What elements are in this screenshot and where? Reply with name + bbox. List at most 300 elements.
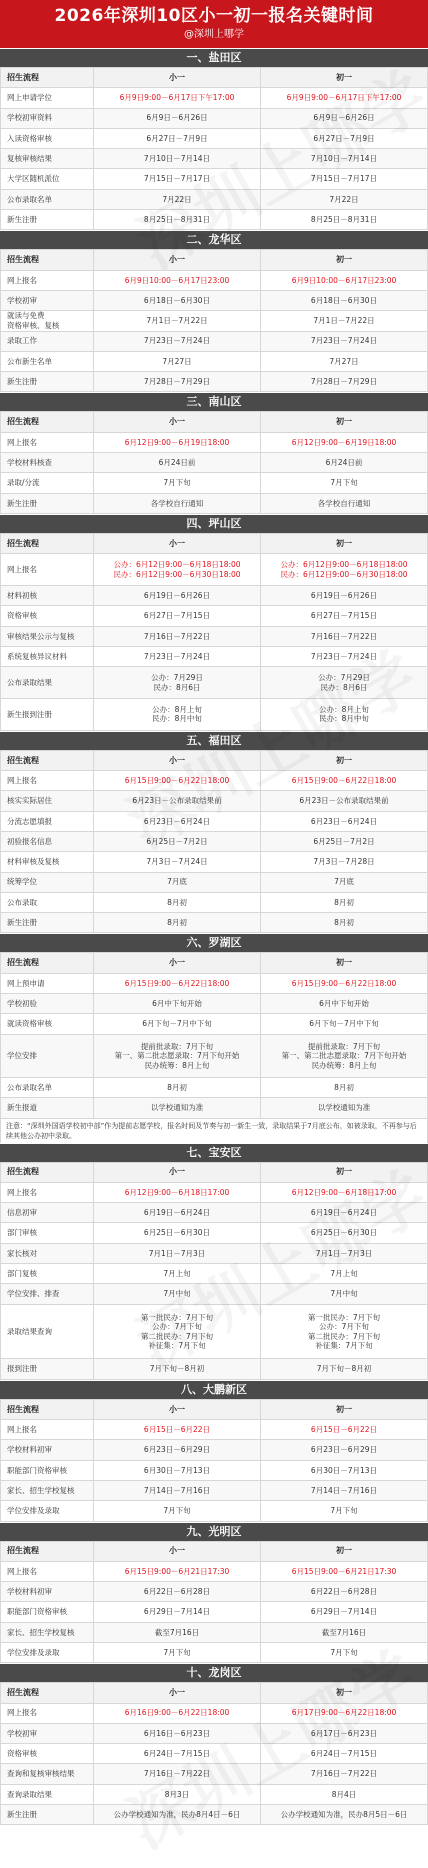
table-row <box>1 1284 428 1304</box>
step-label: 新生注册 <box>1 372 94 392</box>
district-note: 注意：“深圳外国语学校初中部”作为提前志愿学校，报名时间及节奏与初一新生一致，录取结果于7月底公布，如被录取，不再参与后续其他公办初中录取。 <box>0 1119 428 1143</box>
column-header-process: 招生流程 <box>1 68 94 88</box>
chuyi-date: 7月23日－7月24日 <box>261 331 428 351</box>
table-row <box>1 973 428 993</box>
table-row <box>1 1723 428 1743</box>
table-row <box>1 1744 428 1764</box>
district-title: 五、福田区 <box>0 731 428 750</box>
chuyi-date: 公办学校通知为准，民办8月5日－6日 <box>261 1805 428 1825</box>
xiaoyi-date: 7月14日－7月16日 <box>94 1480 261 1500</box>
table-row <box>1 852 428 872</box>
table-row <box>1 1243 428 1263</box>
district-title: 六、罗湖区 <box>0 933 428 952</box>
step-label: 网上预申请 <box>1 973 94 993</box>
table-row <box>1 270 428 290</box>
schedule-table <box>0 952 428 1118</box>
xiaoyi-date: 7月1日－7月22日 <box>94 311 261 331</box>
xiaoyi-date: 6月24日－7月15日 <box>94 1744 261 1764</box>
step-label: 网上报名 <box>1 554 94 586</box>
table-row <box>1 554 428 586</box>
column-header-chuyi: 初一 <box>261 412 428 432</box>
chuyi-date: 6月25日－6月30日 <box>261 1223 428 1243</box>
chuyi-date: 6月30日－7月13日 <box>261 1460 428 1480</box>
district-schedule-tables <box>0 48 428 1825</box>
district-section <box>0 933 428 1142</box>
xiaoyi-date: 6月9日－6月26日 <box>94 108 261 128</box>
schedule-table <box>0 67 428 230</box>
step-label: 家长、招生学校复核 <box>1 1622 94 1642</box>
table-row <box>1 1784 428 1804</box>
xiaoyi-date: 6月23日－6月29日 <box>94 1440 261 1460</box>
table-header-row <box>1 1683 428 1703</box>
xiaoyi-date: 7月16日－7月22日 <box>94 1764 261 1784</box>
step-label: 公布新生名单 <box>1 351 94 371</box>
chuyi-date: 7月22日 <box>261 189 428 209</box>
step-label: 新生注册 <box>1 913 94 933</box>
chuyi-date: 7月中旬 <box>261 1284 428 1304</box>
table-row <box>1 1077 428 1097</box>
xiaoyi-date: 提前批录取：7月下旬 第一、第二批志愿录取：7月下旬开始 民办统筹：8月上旬 <box>94 1034 261 1077</box>
chuyi-date: 7月16日－7月22日 <box>261 626 428 646</box>
xiaoyi-date: 7月27日 <box>94 351 261 371</box>
xiaoyi-date: 6月15日9:00－6月22日18:00 <box>94 771 261 791</box>
table-row <box>1 1460 428 1480</box>
step-label: 学校材料核查 <box>1 453 94 473</box>
page-subtitle: @深圳上哪学 <box>184 29 244 40</box>
xiaoyi-date: 6月12日9:00－6月18日17:00 <box>94 1182 261 1202</box>
district-section <box>0 1143 428 1380</box>
chuyi-date: 8月25日－8月31日 <box>261 210 428 230</box>
step-label: 网上报名 <box>1 432 94 452</box>
xiaoyi-date: 6月15日－6月22日 <box>94 1420 261 1440</box>
column-header-process: 招生流程 <box>1 250 94 270</box>
step-label: 部门复核 <box>1 1264 94 1284</box>
district-title: 四、坪山区 <box>0 514 428 533</box>
xiaoyi-date: 公办：6月12日9:00－6月18日18:00 民办：6月12日9:00－6月30日18:00 <box>94 554 261 586</box>
xiaoyi-date: 8月初 <box>94 1077 261 1097</box>
table-row <box>1 1582 428 1602</box>
chuyi-date: 6月12日9:00－6月18日17:00 <box>261 1182 428 1202</box>
table-row <box>1 667 428 699</box>
chuyi-date: 7月10日－7月14日 <box>261 149 428 169</box>
step-label: 查询录取结果 <box>1 1784 94 1804</box>
schedule-table <box>0 411 428 513</box>
column-header-process: 招生流程 <box>1 1541 94 1561</box>
table-row <box>1 892 428 912</box>
chuyi-date: 6月27日－7月15日 <box>261 606 428 626</box>
chuyi-date: 7月3日－7月28日 <box>261 852 428 872</box>
chuyi-date: 6月23日－6月24日 <box>261 811 428 831</box>
table-row <box>1 290 428 310</box>
xiaoyi-date: 7月底 <box>94 872 261 892</box>
xiaoyi-date: 以学校通知为准 <box>94 1098 261 1118</box>
step-label: 学校材料初审 <box>1 1582 94 1602</box>
chuyi-date: 7月15日－7月17日 <box>261 169 428 189</box>
step-label: 网上报名 <box>1 270 94 290</box>
column-header-chuyi: 初一 <box>261 533 428 553</box>
xiaoyi-date: 6月18日－6月30日 <box>94 290 261 310</box>
step-label: 初验报名信息 <box>1 832 94 852</box>
chuyi-date: 6月25日－7月2日 <box>261 832 428 852</box>
chuyi-date: 6月24日－7月15日 <box>261 1744 428 1764</box>
table-row <box>1 1602 428 1622</box>
xiaoyi-date: 公办学校通知为准，民办8月4日－6日 <box>94 1805 261 1825</box>
step-label: 查询和复核审核结果 <box>1 1764 94 1784</box>
step-label: 分流志愿填报 <box>1 811 94 831</box>
column-header-xiaoyi: 小一 <box>94 1683 261 1703</box>
table-row <box>1 1359 428 1379</box>
table-row <box>1 1561 428 1581</box>
table-header-row <box>1 533 428 553</box>
chuyi-date: 6月12日9:00－6月19日18:00 <box>261 432 428 452</box>
xiaoyi-date: 8月25日－8月31日 <box>94 210 261 230</box>
step-label: 新生报到注册 <box>1 699 94 731</box>
table-row <box>1 1480 428 1500</box>
table-row <box>1 108 428 128</box>
xiaoyi-date: 6月9日10:00－6月17日23:00 <box>94 270 261 290</box>
xiaoyi-date: 6月24日前 <box>94 453 261 473</box>
xiaoyi-date: 7月16日－7月22日 <box>94 626 261 646</box>
step-label: 部门审核 <box>1 1223 94 1243</box>
table-row <box>1 473 428 493</box>
table-row <box>1 811 428 831</box>
xiaoyi-date: 8月初 <box>94 892 261 912</box>
chuyi-date: 6月9日9:00－6月17日下午17:00 <box>261 88 428 108</box>
table-row <box>1 1014 428 1034</box>
chuyi-date: 6月19日－6月26日 <box>261 586 428 606</box>
xiaoyi-date: 7月下旬－8月初 <box>94 1359 261 1379</box>
step-label: 复核审核结果 <box>1 149 94 169</box>
district-section <box>0 392 428 513</box>
step-label: 网上报名 <box>1 1420 94 1440</box>
table-row <box>1 1703 428 1723</box>
chuyi-date: 第一批民办：7月下旬 公办：7月下旬 第二批民办：7月下旬 补征集：7月下旬 <box>261 1304 428 1359</box>
step-label: 大学区随机派位 <box>1 169 94 189</box>
column-header-xiaoyi: 小一 <box>94 1541 261 1561</box>
district-section <box>0 48 428 230</box>
xiaoyi-date: 公办：7月29日 民办：8月6日 <box>94 667 261 699</box>
chuyi-date: 提前批录取：7月下旬 第一、第二批志愿录取：7月下旬开始 民办统筹：8月上旬 <box>261 1034 428 1077</box>
xiaoyi-date: 6月15日9:00－6月21日17:30 <box>94 1561 261 1581</box>
table-row <box>1 1182 428 1202</box>
schedule-table <box>0 1682 428 1825</box>
table-row <box>1 88 428 108</box>
xiaoyi-date: 7月上旬 <box>94 1264 261 1284</box>
step-label: 就读与免费 资格审核、复核 <box>1 311 94 331</box>
column-header-chuyi: 初一 <box>261 68 428 88</box>
chuyi-date: 6月29日－7月14日 <box>261 1602 428 1622</box>
step-label: 网上报名 <box>1 1703 94 1723</box>
chuyi-date: 7月下旬－8月初 <box>261 1359 428 1379</box>
table-row <box>1 149 428 169</box>
chuyi-date: 7月下旬 <box>261 1501 428 1521</box>
step-label: 材料初核 <box>1 586 94 606</box>
xiaoyi-date: 6月22日－6月28日 <box>94 1582 261 1602</box>
column-header-xiaoyi: 小一 <box>94 68 261 88</box>
xiaoyi-date: 6月30日－7月13日 <box>94 1460 261 1480</box>
table-row <box>1 351 428 371</box>
xiaoyi-date: 6月16日－6月23日 <box>94 1723 261 1743</box>
column-header-chuyi: 初一 <box>261 1399 428 1419</box>
step-label: 学校初审资料 <box>1 108 94 128</box>
xiaoyi-date: 截至7月16日 <box>94 1622 261 1642</box>
schedule-table <box>0 249 428 392</box>
step-label: 录取结果查询 <box>1 1304 94 1359</box>
xiaoyi-date: 7月28日－7月29日 <box>94 372 261 392</box>
table-row <box>1 832 428 852</box>
step-label: 家长核对 <box>1 1243 94 1263</box>
table-header-row <box>1 250 428 270</box>
xiaoyi-date: 7月中旬 <box>94 1284 261 1304</box>
column-header-xiaoyi: 小一 <box>94 750 261 770</box>
table-header-row <box>1 1399 428 1419</box>
step-label: 公布录取名单 <box>1 1077 94 1097</box>
district-title: 八、大鹏新区 <box>0 1380 428 1399</box>
xiaoyi-date: 6月23日－6月24日 <box>94 811 261 831</box>
step-label: 录取工作 <box>1 331 94 351</box>
schedule-table <box>0 1541 428 1664</box>
table-row <box>1 646 428 666</box>
step-label: 系统复核异议材料 <box>1 646 94 666</box>
step-label: 公布录取 <box>1 892 94 912</box>
table-row <box>1 994 428 1014</box>
step-label: 网上报名 <box>1 1182 94 1202</box>
column-header-chuyi: 初一 <box>261 1162 428 1182</box>
chuyi-date: 公办：6月12日9:00－6月18日18:00 民办：6月12日9:00－6月30日18:00 <box>261 554 428 586</box>
step-label: 信息初审 <box>1 1203 94 1223</box>
xiaoyi-date: 7月23日－7月24日 <box>94 646 261 666</box>
table-row <box>1 210 428 230</box>
district-title: 二、龙华区 <box>0 230 428 249</box>
table-row <box>1 1420 428 1440</box>
chuyi-date: 6月中下旬开始 <box>261 994 428 1014</box>
table-row <box>1 493 428 513</box>
table-header-row <box>1 68 428 88</box>
table-row <box>1 626 428 646</box>
table-row <box>1 913 428 933</box>
schedule-table <box>0 750 428 934</box>
chuyi-date: 8月初 <box>261 1077 428 1097</box>
column-header-chuyi: 初一 <box>261 1683 428 1703</box>
chuyi-date: 7月23日－7月24日 <box>261 646 428 666</box>
chuyi-date: 7月28日－7月29日 <box>261 372 428 392</box>
step-label: 学位安排及录取 <box>1 1501 94 1521</box>
table-row <box>1 606 428 626</box>
schedule-table <box>0 1399 428 1522</box>
column-header-chuyi: 初一 <box>261 250 428 270</box>
district-section <box>0 1663 428 1825</box>
step-label: 核实实际居住 <box>1 791 94 811</box>
chuyi-date: 6月9日－6月26日 <box>261 108 428 128</box>
step-label: 学校初审 <box>1 1723 94 1743</box>
xiaoyi-date: 公办：8月上旬 民办：8月中旬 <box>94 699 261 731</box>
xiaoyi-date: 各学校自行通知 <box>94 493 261 513</box>
xiaoyi-date: 6月中下旬开始 <box>94 994 261 1014</box>
table-row <box>1 1440 428 1460</box>
table-row <box>1 1304 428 1359</box>
table-row <box>1 169 428 189</box>
column-header-xiaoyi: 小一 <box>94 250 261 270</box>
xiaoyi-date: 6月下旬－7月中下旬 <box>94 1014 261 1034</box>
step-label: 报到注册 <box>1 1359 94 1379</box>
xiaoyi-date: 6月25日－7月2日 <box>94 832 261 852</box>
xiaoyi-date: 7月1日－7月3日 <box>94 1243 261 1263</box>
chuyi-date: 6月18日－6月30日 <box>261 290 428 310</box>
xiaoyi-date: 6月23日－公布录取结果前 <box>94 791 261 811</box>
xiaoyi-date: 第一批民办：7月下旬 公办：7月下旬 第二批民办：7月下旬 补征集：7月下旬 <box>94 1304 261 1359</box>
chuyi-date: 6月22日－6月28日 <box>261 1582 428 1602</box>
table-row <box>1 453 428 473</box>
table-row <box>1 1203 428 1223</box>
step-label: 资格审核 <box>1 1744 94 1764</box>
xiaoyi-date: 7月10日－7月14日 <box>94 149 261 169</box>
table-row <box>1 331 428 351</box>
xiaoyi-date: 7月15日－7月17日 <box>94 169 261 189</box>
step-label: 网上报名 <box>1 771 94 791</box>
step-label: 就读资格审核 <box>1 1014 94 1034</box>
chuyi-date: 6月17日9:00－6月22日18:00 <box>261 1703 428 1723</box>
table-row <box>1 586 428 606</box>
column-header-process: 招生流程 <box>1 533 94 553</box>
table-row <box>1 1764 428 1784</box>
column-header-process: 招生流程 <box>1 1683 94 1703</box>
xiaoyi-date: 6月27日－7月9日 <box>94 128 261 148</box>
table-row <box>1 311 428 331</box>
chuyi-date: 8月初 <box>261 913 428 933</box>
xiaoyi-date: 7月3日－7月24日 <box>94 852 261 872</box>
table-row <box>1 791 428 811</box>
chuyi-date: 7月14日－7月16日 <box>261 1480 428 1500</box>
chuyi-date: 6月15日－6月22日 <box>261 1420 428 1440</box>
chuyi-date: 7月16日－7月22日 <box>261 1764 428 1784</box>
step-label: 审核结果公示与复核 <box>1 626 94 646</box>
xiaoyi-date: 6月27日－7月15日 <box>94 606 261 626</box>
xiaoyi-date: 7月下旬 <box>94 473 261 493</box>
table-row <box>1 128 428 148</box>
xiaoyi-date: 7月下旬 <box>94 1501 261 1521</box>
column-header-xiaoyi: 小一 <box>94 1162 261 1182</box>
chuyi-date: 6月15日9:00－6月22日18:00 <box>261 771 428 791</box>
step-label: 网上报名 <box>1 1561 94 1581</box>
schedule-table <box>0 1162 428 1380</box>
column-header-process: 招生流程 <box>1 1162 94 1182</box>
column-header-process: 招生流程 <box>1 953 94 973</box>
xiaoyi-date: 7月23日－7月24日 <box>94 331 261 351</box>
chuyi-date: 6月24日前 <box>261 453 428 473</box>
table-row <box>1 432 428 452</box>
step-label: 新生注册 <box>1 493 94 513</box>
district-title: 一、盐田区 <box>0 48 428 67</box>
chuyi-date: 7月27日 <box>261 351 428 371</box>
chuyi-date: 公办：8月上旬 民办：8月中旬 <box>261 699 428 731</box>
district-section <box>0 731 428 934</box>
chuyi-date: 6月15日9:00－6月22日18:00 <box>261 973 428 993</box>
step-label: 学校材料初审 <box>1 1440 94 1460</box>
chuyi-date: 6月23日－公布录取结果前 <box>261 791 428 811</box>
table-row <box>1 699 428 731</box>
district-section <box>0 1522 428 1664</box>
xiaoyi-date: 6月19日－6月24日 <box>94 1203 261 1223</box>
step-label: 职能部门资格审核 <box>1 1602 94 1622</box>
chuyi-date: 7月上旬 <box>261 1264 428 1284</box>
step-label: 录取/分流 <box>1 473 94 493</box>
column-header-xiaoyi: 小一 <box>94 412 261 432</box>
table-row <box>1 1501 428 1521</box>
chuyi-date: 6月17日－6月23日 <box>261 1723 428 1743</box>
chuyi-date: 7月1日－7月22日 <box>261 311 428 331</box>
step-label: 家长、招生学校复核 <box>1 1480 94 1500</box>
step-label: 学校初审 <box>1 290 94 310</box>
table-row <box>1 771 428 791</box>
chuyi-date: 公办：7月29日 民办：8月6日 <box>261 667 428 699</box>
xiaoyi-date: 6月19日－6月26日 <box>94 586 261 606</box>
table-header-row <box>1 750 428 770</box>
table-row <box>1 872 428 892</box>
page-header <box>0 0 428 48</box>
chuyi-date: 7月下旬 <box>261 473 428 493</box>
step-label: 新生注册 <box>1 1805 94 1825</box>
table-row <box>1 1223 428 1243</box>
chuyi-date: 6月23日－6月29日 <box>261 1440 428 1460</box>
table-row <box>1 1643 428 1663</box>
step-label: 新生注册 <box>1 210 94 230</box>
xiaoyi-date: 8月3日 <box>94 1784 261 1804</box>
page-title: 2026年深圳10区小一初一报名关键时间 <box>54 6 374 26</box>
step-label: 公布录取结果 <box>1 667 94 699</box>
column-header-process: 招生流程 <box>1 412 94 432</box>
step-label: 统筹学位 <box>1 872 94 892</box>
table-header-row <box>1 412 428 432</box>
chuyi-date: 截至7月16日 <box>261 1622 428 1642</box>
table-header-row <box>1 953 428 973</box>
xiaoyi-date: 6月29日－7月14日 <box>94 1602 261 1622</box>
chuyi-date: 8月初 <box>261 892 428 912</box>
column-header-chuyi: 初一 <box>261 1541 428 1561</box>
xiaoyi-date: 7月22日 <box>94 189 261 209</box>
district-title: 七、宝安区 <box>0 1143 428 1162</box>
district-section <box>0 1380 428 1522</box>
column-header-chuyi: 初一 <box>261 750 428 770</box>
xiaoyi-date: 8月初 <box>94 913 261 933</box>
column-header-process: 招生流程 <box>1 750 94 770</box>
district-section <box>0 230 428 392</box>
district-title: 十、龙岗区 <box>0 1663 428 1682</box>
table-row <box>1 1805 428 1825</box>
chuyi-date: 7月1日－7月3日 <box>261 1243 428 1263</box>
chuyi-date: 7月底 <box>261 872 428 892</box>
column-header-chuyi: 初一 <box>261 953 428 973</box>
step-label: 公布录取名单 <box>1 189 94 209</box>
table-row <box>1 372 428 392</box>
table-header-row <box>1 1162 428 1182</box>
table-row <box>1 1622 428 1642</box>
step-label: 新生报道 <box>1 1098 94 1118</box>
chuyi-date: 6月27日－7月9日 <box>261 128 428 148</box>
chuyi-date: 各学校自行通知 <box>261 493 428 513</box>
xiaoyi-date: 6月15日9:00－6月22日18:00 <box>94 973 261 993</box>
step-label: 学位安排及录取 <box>1 1643 94 1663</box>
chuyi-date: 6月9日10:00－6月17日23:00 <box>261 270 428 290</box>
step-label: 资格审核 <box>1 606 94 626</box>
xiaoyi-date: 6月16日9:00－6月22日18:00 <box>94 1703 261 1723</box>
chuyi-date: 8月4日 <box>261 1784 428 1804</box>
xiaoyi-date: 7月下旬 <box>94 1643 261 1663</box>
column-header-xiaoyi: 小一 <box>94 1399 261 1419</box>
table-row <box>1 189 428 209</box>
xiaoyi-date: 6月12日9:00－6月19日18:00 <box>94 432 261 452</box>
step-label: 职能部门资格审核 <box>1 1460 94 1480</box>
district-section <box>0 514 428 731</box>
